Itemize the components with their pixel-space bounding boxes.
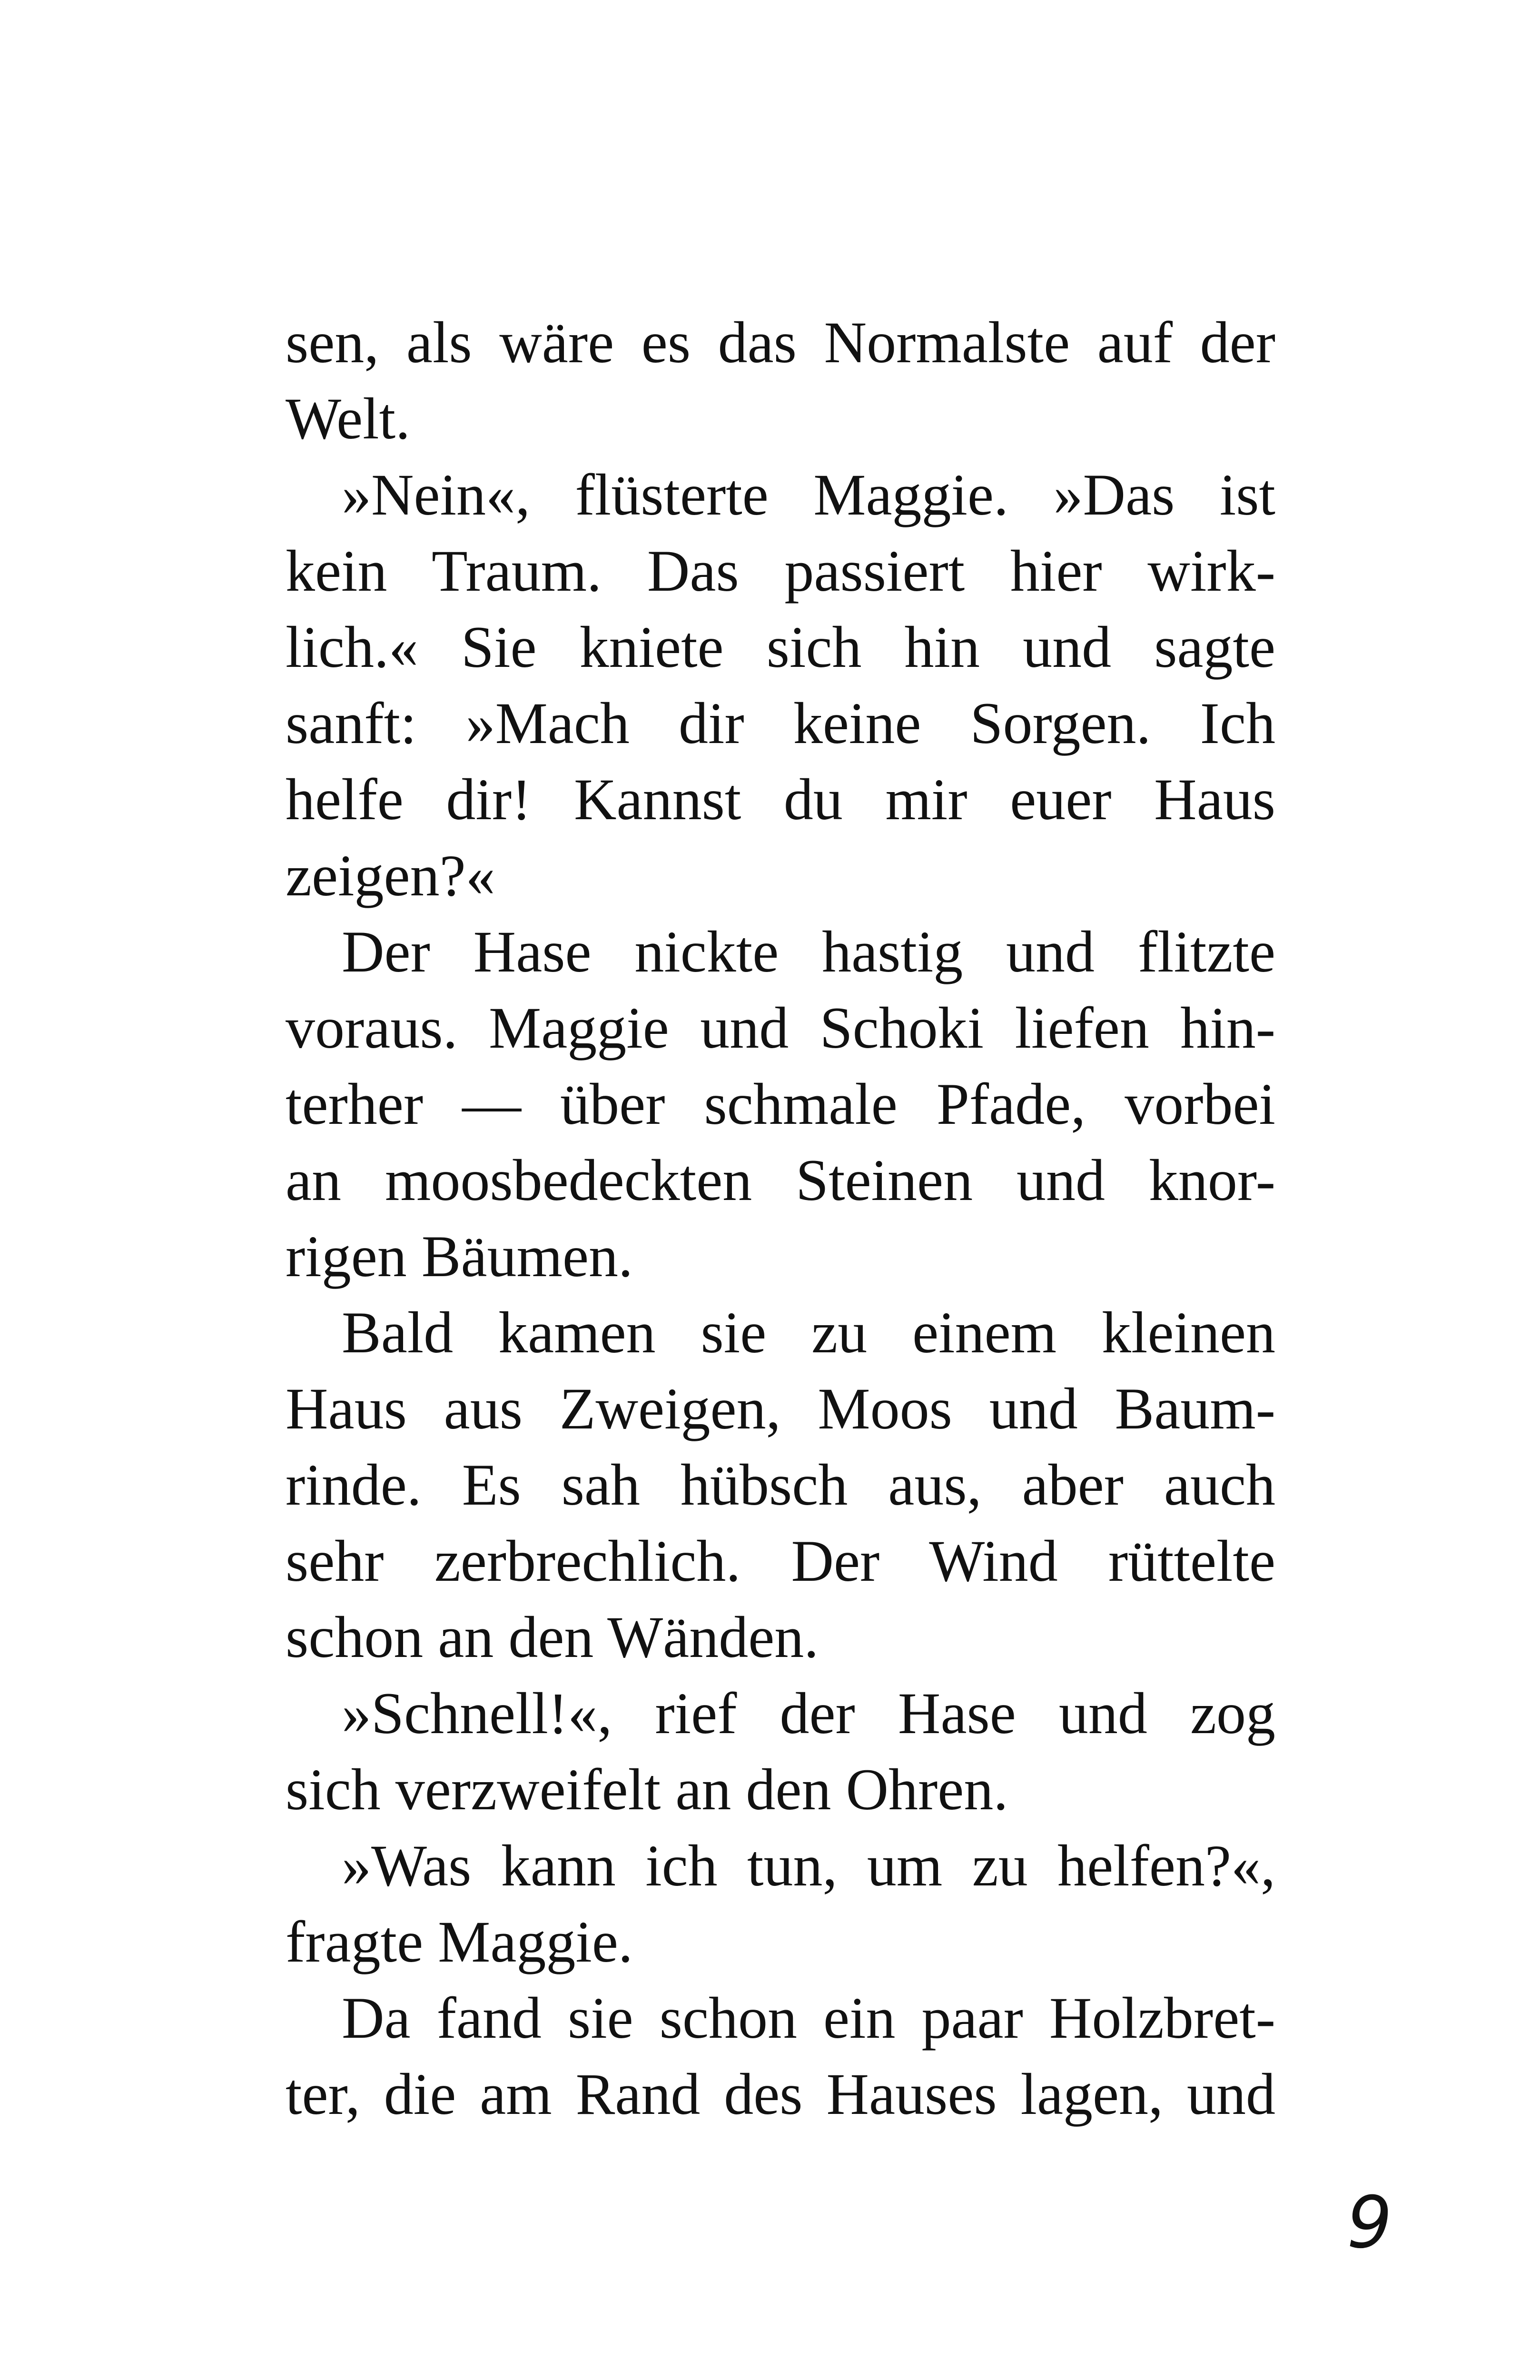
text-line: an moosbedeckten Steinen und knor- <box>286 1148 1275 1213</box>
body-text <box>286 305 1275 2132</box>
text-line: sehr zerbrechlich. Der Wind rüttelte <box>286 1528 1275 1594</box>
text-line: rigen Bäumen. <box>286 1224 633 1289</box>
text-line: voraus. Maggie und Schoki liefen hin- <box>286 995 1275 1061</box>
text-line: sich verzweifelt an den Ohren. <box>286 1757 1008 1822</box>
text-line: helfe dir! Kannst du mir euer Haus <box>286 767 1275 832</box>
page-number: 9 <box>1347 2182 1392 2264</box>
text-line: rinde. Es sah hübsch aus, aber auch <box>286 1452 1275 1517</box>
text-line: Welt. <box>286 386 411 451</box>
text-line: kein Traum. Das passiert hier wirk- <box>286 538 1275 604</box>
text-line: sen, als wäre es das Normalste auf der <box>286 310 1275 375</box>
text-line: zeigen?« <box>286 843 495 908</box>
text-line: »Schnell!«, rief der Hase und zog <box>342 1681 1275 1746</box>
text-line: Bald kamen sie zu einem kleinen <box>342 1300 1275 1365</box>
text-line: Haus aus Zweigen, Moos und Baum- <box>286 1376 1275 1441</box>
text-line: ter, die am Rand des Hauses lagen, und <box>286 2062 1275 2127</box>
text-line: »Nein«, flüsterte Maggie. »Das ist <box>342 462 1275 527</box>
text-line: sanft: »Mach dir keine Sorgen. Ich <box>286 691 1275 756</box>
text-line: fragte Maggie. <box>286 1909 633 1974</box>
text-line: terher — über schmale Pfade, vorbei <box>286 1071 1275 1137</box>
text-line: schon an den Wänden. <box>286 1605 819 1670</box>
text-line: Da fand sie schon ein paar Holzbret- <box>342 1985 1275 2051</box>
text-line: »Was kann ich tun, um zu helfen?«, <box>342 1833 1275 1898</box>
text-line: lich.« Sie kniete sich hin und sagte <box>286 615 1275 680</box>
text-line: Der Hase nickte hastig und flitzte <box>342 919 1275 984</box>
